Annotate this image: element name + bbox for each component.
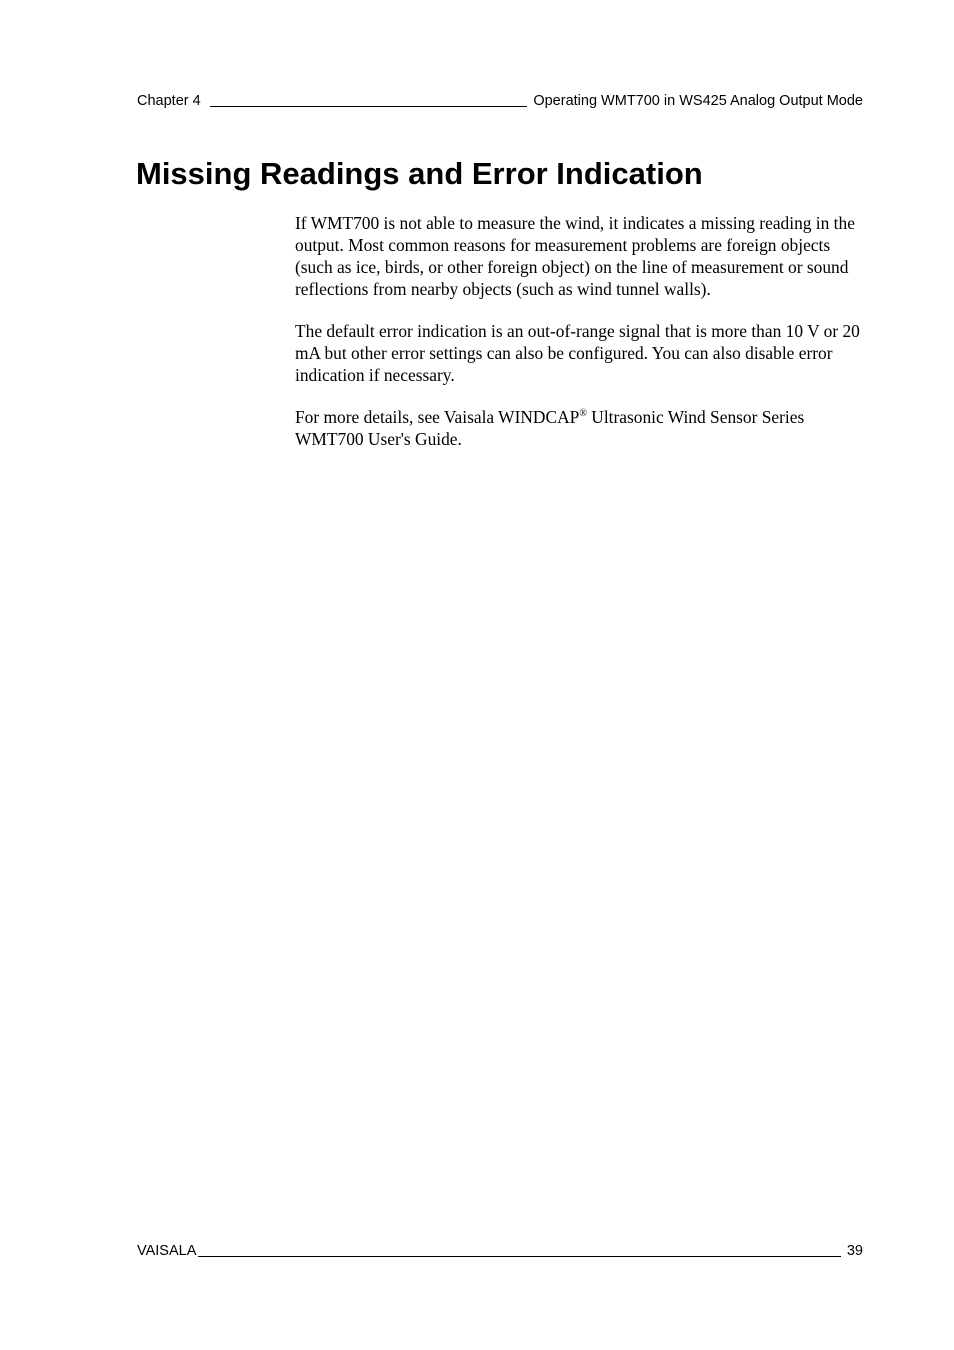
- header-rule: [210, 106, 528, 107]
- paragraph-missing-reading: If WMT700 is not able to measure the wind, it indicates a missing reading in the output. Most common reasons for measurement problems are foreign objects (such as ice, birds, or other foreign object) on the line of measurement or sound reflections from nearby objects (such as wind tunnel walls).: [295, 213, 855, 299]
- page-number: 39: [846, 1243, 863, 1259]
- company-name: VAISALA: [137, 1243, 197, 1259]
- footer-rule: [198, 1256, 840, 1257]
- paragraph-reference: [295, 406, 861, 450]
- running-header: [137, 90, 863, 110]
- section-body: [295, 212, 861, 470]
- reference-text-start: For more details, see Vaisala WINDCAP: [295, 407, 580, 427]
- paragraph-error-indication: The default error indication is an out-of-range signal that is more than 10 V or 20 mA but other error settings can also be configured. You can also disable error indication if necessary.: [295, 321, 860, 385]
- registered-mark: ®: [579, 408, 587, 419]
- running-footer: [137, 1240, 863, 1260]
- reference-text-end: Ultrasonic Wind Sensor Series WMT700 User's Guide.: [295, 407, 805, 449]
- chapter-title: Operating WMT700 in WS425 Analog Output Mode: [533, 93, 863, 109]
- chapter-label: Chapter 4: [137, 93, 201, 109]
- section-heading: Missing Readings and Error Indication: [136, 156, 703, 191]
